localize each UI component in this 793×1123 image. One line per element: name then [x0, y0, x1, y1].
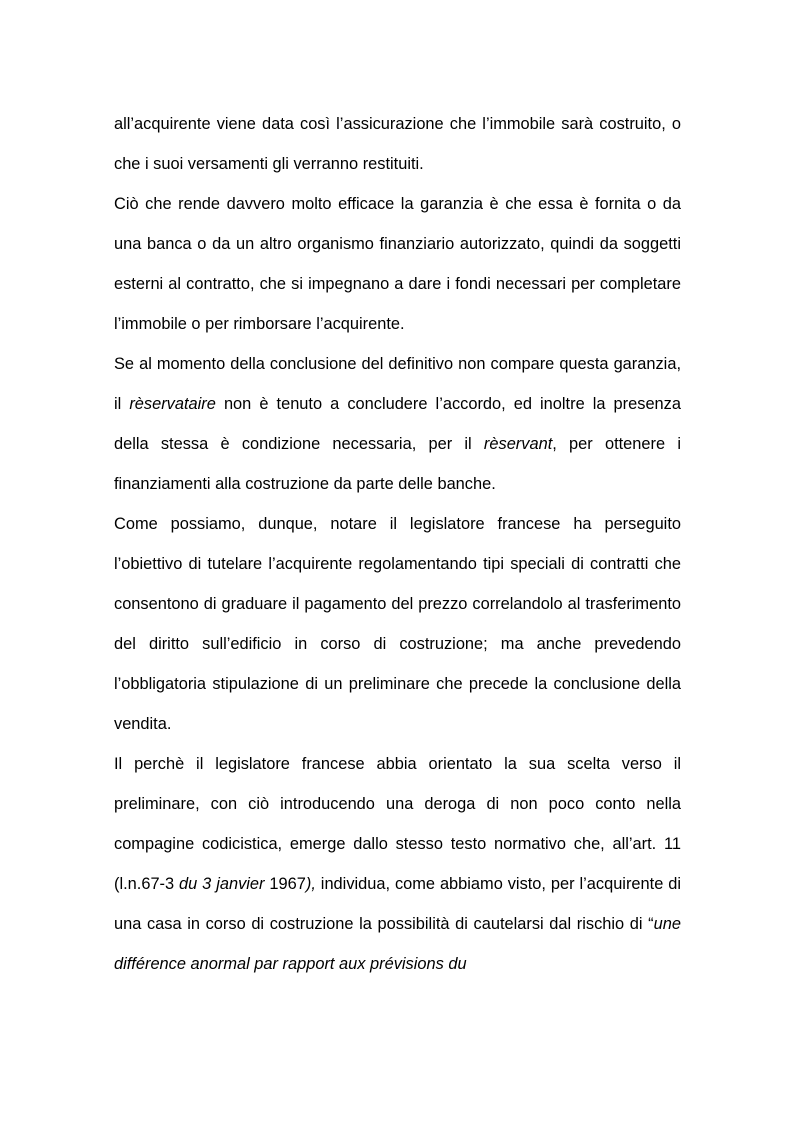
text-run: individua, come abbiamo visto, per l’acquirente di una casa in corso di costruzione la possibilità di cautelarsi dal rischio di “ — [114, 875, 681, 933]
italic-text: rèservant — [483, 435, 553, 453]
body-paragraph — [114, 104, 681, 184]
italic-text: une différence anormal par rapport aux prévisions du — [114, 915, 681, 973]
text-run: all’acquirente viene data così l’assicurazione che l’immobile sarà costruito, o che i suoi versamenti gli verranno restituiti. — [114, 115, 681, 173]
italic-text: du 3 janvier — [179, 875, 265, 893]
body-paragraph — [114, 504, 681, 744]
text-run: , per ottenere i finanziamenti alla costruzione da parte delle banche. — [114, 435, 681, 493]
italic-text: rèservataire — [129, 395, 216, 413]
body-paragraph — [114, 344, 681, 504]
text-run: Come possiamo, dunque, notare il legislatore francese ha perseguito l’obiettivo di tutelare l’acquirente regolamentando tipi speciali di contratti che consentono di graduare il pagamento del prezzo correlandolo al trasferimento del diritto sull’edificio in corso di costruzione; ma anche prevedendo l’obbligatoria stipulazione di un preliminare che precede la conclusione della vendita. — [114, 515, 681, 733]
text-run: Il perchè il legislatore francese abbia orientato la sua scelta verso il preliminare, con ciò introducendo una deroga di non poco conto nella compagine codicistica, emerge dallo stesso testo normativo che, all’art. 11 (l.n.67-3 — [114, 755, 681, 893]
body-paragraph — [114, 184, 681, 344]
text-run: 1967 — [264, 875, 306, 893]
text-run: Se al momento della conclusione del definitivo non compare questa garanzia, il — [114, 355, 681, 413]
document-page — [114, 104, 681, 984]
body-paragraph — [114, 744, 681, 984]
italic-text: ), — [305, 875, 316, 893]
text-run: Ciò che rende davvero molto efficace la garanzia è che essa è fornita o da una banca o da un altro organismo finanziario autorizzato, quindi da soggetti esterni al contratto, che si impegnano a dare i fondi necessari per completare l’immobile o per rimborsare l’acquirente. — [114, 195, 681, 333]
text-run: non è tenuto a concludere l’accordo, ed inoltre la presenza della stessa è condizione necessaria, per il — [114, 395, 681, 453]
